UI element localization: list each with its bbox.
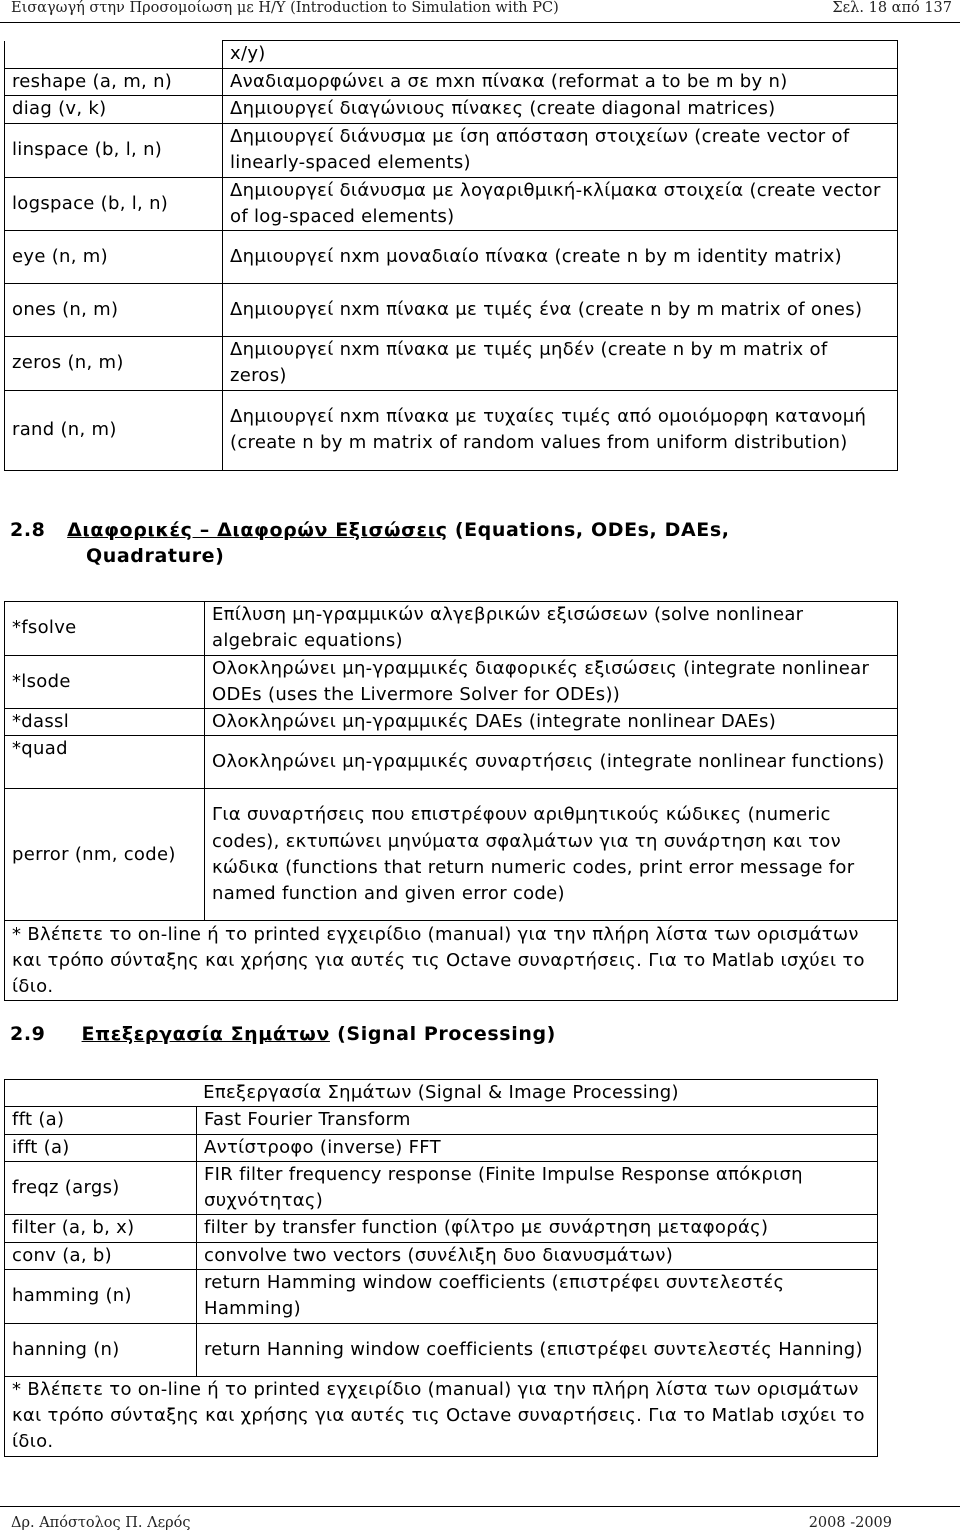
function-cell: freqz (args) xyxy=(5,1161,197,1215)
section-title-greek: Επεξεργασία Σημάτων xyxy=(81,1023,330,1045)
table-row xyxy=(5,41,898,69)
function-cell: diag (v, k) xyxy=(5,96,223,123)
function-cell: zeros (n, m) xyxy=(5,337,223,391)
function-cell: ifft (a) xyxy=(5,1134,197,1161)
table-row xyxy=(5,1161,878,1215)
table-row xyxy=(5,1323,878,1376)
table-note: * Βλέπετε το on-line ή το printed εγχειρίδιο (manual) για την πλήρη λίστα των ορισμάτων και τρόπο σύνταξης και χρήσης για αυτές τις Octave συναρτήσεις. Για το Matlab ισχύει το ίδιο. xyxy=(5,1376,878,1456)
function-cell: linspace (b, l, n) xyxy=(5,123,223,177)
function-cell: reshape (a, m, n) xyxy=(5,69,223,96)
section-heading-2-9 xyxy=(10,1021,556,1047)
footer-divider xyxy=(0,1506,960,1507)
section-heading-2-8-continued xyxy=(86,543,224,569)
description-cell: Αντίστροφο (inverse) FFT xyxy=(197,1134,878,1161)
table-row xyxy=(5,1270,878,1324)
table-heading: Επεξεργασία Σημάτων (Signal & Image Processing) xyxy=(5,1080,878,1107)
header-page-number: Σελ. 18 από 137 xyxy=(832,0,952,16)
function-cell: eye (n, m) xyxy=(5,231,223,284)
table-row xyxy=(5,337,898,391)
signal-processing-table xyxy=(4,1079,878,1457)
table-row xyxy=(5,736,898,789)
function-cell: perror (nm, code) xyxy=(5,789,205,921)
description-cell: FIR filter frequency response (Finite Impulse Response απόκριση συχνότητας) xyxy=(197,1161,878,1215)
section-title-english: (Equations, ODEs, DAEs, xyxy=(454,519,730,541)
description-cell: Επίλυση μη-γραμμικών αλγεβρικών εξισώσεων (solve nonlinear algebraic equations) xyxy=(205,602,898,656)
function-cell: filter (a, b, x) xyxy=(5,1215,197,1242)
matrix-functions-table xyxy=(4,40,898,471)
description-cell: return Hamming window coefficients (επιστρέφει συντελεστές Hamming) xyxy=(197,1270,878,1324)
table-row xyxy=(5,96,898,123)
description-cell: Δημιουργεί nxm πίνακα με τιμές ένα (create n by m matrix of ones) xyxy=(223,284,898,337)
description-cell: Δημιουργεί nxm μοναδιαίο πίνακα (create n by m identity matrix) xyxy=(223,231,898,284)
section-title-english: (Signal Processing) xyxy=(337,1023,556,1045)
table-row xyxy=(5,921,898,1001)
description-cell: Δημιουργεί διαγώνιους πίνακες (create diagonal matrices) xyxy=(223,96,898,123)
table-row xyxy=(5,284,898,337)
table-row xyxy=(5,789,898,921)
description-cell: filter by transfer function (φίλτρο με συνάρτηση μεταφοράς) xyxy=(197,1215,878,1242)
equations-table xyxy=(4,601,898,1001)
function-cell: rand (n, m) xyxy=(5,390,223,470)
function-cell xyxy=(5,41,223,69)
section-title-greek: Διαφορικές – Διαφορών Εξισώσεις xyxy=(67,519,448,541)
function-cell: ones (n, m) xyxy=(5,284,223,337)
section-number: 2.9 xyxy=(10,1023,46,1045)
function-cell: hanning (n) xyxy=(5,1323,197,1376)
description-cell: Δημιουργεί διάνυσμα με ίση απόσταση στοιχείων (create vector of linearly-spaced elements) xyxy=(223,123,898,177)
table-row xyxy=(5,1215,878,1242)
table-note: * Βλέπετε το on-line ή το printed εγχειρίδιο (manual) για την πλήρη λίστα των ορισμάτων και τρόπο σύνταξης και χρήσης για αυτές τις Octave συναρτήσεις. Για το Matlab ισχύει το ίδιο. xyxy=(5,921,898,1001)
function-cell: logspace (b, l, n) xyxy=(5,177,223,231)
table-row xyxy=(5,1242,878,1269)
description-cell: return Hanning window coefficients (επιστρέφει συντελεστές Hanning) xyxy=(197,1323,878,1376)
function-cell: *lsode xyxy=(5,655,205,709)
description-cell: Fast Fourier Transform xyxy=(197,1107,878,1134)
page-header xyxy=(0,0,960,22)
function-cell: *dassl xyxy=(5,709,205,736)
footer-years: 2008 -2009 xyxy=(808,1515,892,1531)
table-row xyxy=(5,602,898,656)
header-divider xyxy=(0,22,960,23)
function-cell: *quad xyxy=(5,736,205,789)
description-cell: Αναδιαμορφώνει a σε mxn πίνακα (reformat a to be m by n) xyxy=(223,69,898,96)
table-row xyxy=(5,231,898,284)
table-row xyxy=(5,1107,878,1134)
table-row xyxy=(5,123,898,177)
description-cell: Δημιουργεί διάνυσμα με λογαριθμική-κλίμακα στοιχεία (create vector of log-spaced elements) xyxy=(223,177,898,231)
table-row xyxy=(5,1376,878,1456)
section-heading-2-8 xyxy=(10,517,730,543)
table-row xyxy=(5,69,898,96)
section-number: 2.8 xyxy=(10,519,46,541)
table-row xyxy=(5,655,898,709)
table-row xyxy=(5,709,898,736)
function-cell: *fsolve xyxy=(5,602,205,656)
table-row xyxy=(5,390,898,470)
function-cell: conv (a, b) xyxy=(5,1242,197,1269)
function-cell: hamming (n) xyxy=(5,1270,197,1324)
footer-author: Δρ. Απόστολος Π. Λερός xyxy=(11,1515,191,1531)
header-title: Εισαγωγή στην Προσομοίωση με Η/Υ (Introduction to Simulation with PC) xyxy=(11,0,559,16)
description-cell: convolve two vectors (συνέλιξη δυο διανυσμάτων) xyxy=(197,1242,878,1269)
table-heading-row xyxy=(5,1080,878,1107)
description-cell: Ολοκληρώνει μη-γραμμικές συναρτήσεις (integrate nonlinear functions) xyxy=(205,736,898,789)
description-cell: Για συναρτήσεις που επιστρέφουν αριθμητικούς κώδικες (numeric codes), εκτυπώνει μηνύματα σφαλμάτων για τη συνάρτηση και τον κώδικα (functions that return numeric codes, print error message for named function and given error code) xyxy=(205,789,898,921)
description-cell: x/y) xyxy=(223,41,898,69)
description-cell: Ολοκληρώνει μη-γραμμικές διαφορικές εξισώσεις (integrate nonlinear ODEs (uses the Livermore Solver for ODEs)) xyxy=(205,655,898,709)
section-title-english-line2: Quadrature) xyxy=(86,545,225,567)
description-cell: Ολοκληρώνει μη-γραμμικές DAEs (integrate nonlinear DAEs) xyxy=(205,709,898,736)
description-cell: Δημιουργεί nxm πίνακα με τιμές μηδέν (create n by m matrix of zeros) xyxy=(223,337,898,391)
description-cell: Δημιουργεί nxm πίνακα με τυχαίες τιμές από ομοιόμορφη κατανομή (create n by m matrix of random values from uniform distribution) xyxy=(223,390,898,470)
table-row xyxy=(5,1134,878,1161)
table-row xyxy=(5,177,898,231)
function-cell: fft (a) xyxy=(5,1107,197,1134)
